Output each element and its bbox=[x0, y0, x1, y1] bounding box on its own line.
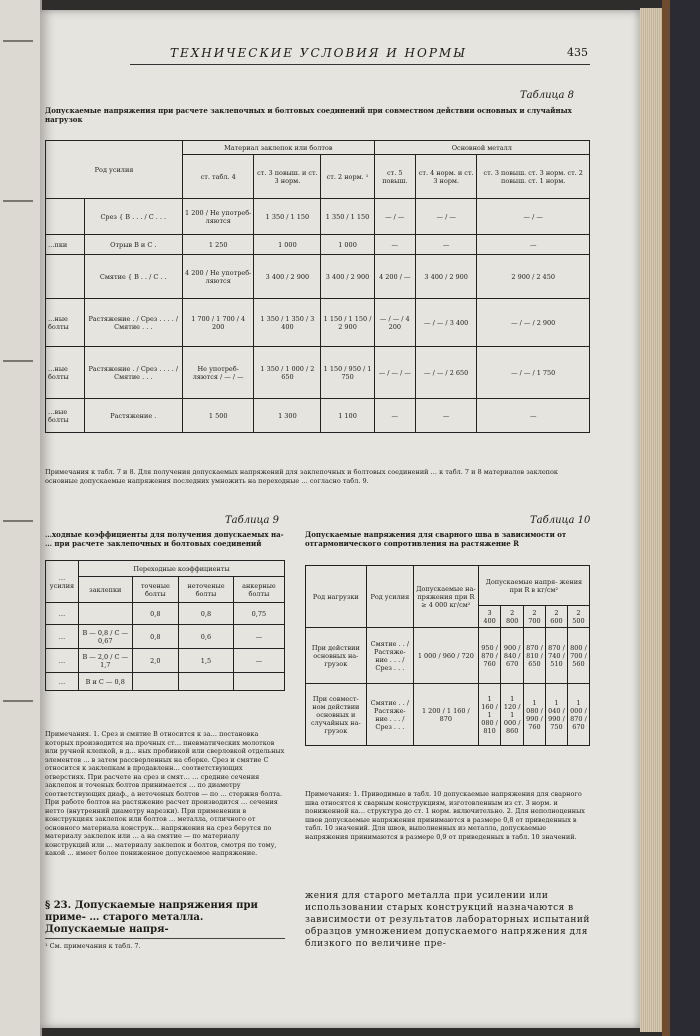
table9-col-header: заклепки bbox=[78, 577, 132, 603]
table9-notes: Примечания. 1. Срез и смятие B относится к за… постановка которых производится на прочных ст… пневматических молотков или ручной клепкой, в д… ных пробивкой или сверловкой отдельных элементов … в затем рассверленных на сборке. Срез и смятие C относится к заклепкам в продавленн… соответствующих отверстиях. При расчете на срез и смят… … средние сечения заклепок и точеных болтов принимается … по диаметру соответствующих диаф., а неточеных болтов — по … стержня болта. При работе болтов на растяжение расчет производится … сечения нетто (внутренний диаметру нарезки). При применении в конструкциях заклепок или болтов … металла, отличного от основного материала конструк… напряжения на срез берутся по материалу заклепок или … а на смятие — по материалу конструкций или … материалу заклепок и болтов, смотря по тому, какой … имеет более пониженное допускаемое напряжение. bbox=[45, 730, 285, 857]
table9-col-header: неточеные болты bbox=[179, 577, 234, 603]
table10-r-value: 2 600 bbox=[545, 606, 567, 628]
table8-col-header: ст. 4 норм. и ст. 3 норм. bbox=[415, 155, 476, 199]
running-header bbox=[130, 46, 590, 65]
running-title: ТЕХНИЧЕСКИЕ УСЛОВИЯ И НОРМЫ bbox=[170, 46, 468, 60]
table8-col-header: ст. 3 повыш. ст. 3 норм. ст. 2 повыш. ст. 1 норм. bbox=[477, 155, 590, 199]
table-row: Смятие { B . . / C . . 4 200 / Не употреб-ляются 3 400 / 2 900 3 400 / 2 900 4 200 / — 3 400 / 2 900 2 900 / 2 450 bbox=[46, 255, 590, 299]
table8-col-header: ст. 2 норм. ¹ bbox=[321, 155, 374, 199]
table8-col-header: ст. табл. 4 bbox=[183, 155, 254, 199]
table10-r-value: 2 700 bbox=[523, 606, 545, 628]
table-row: …ные болты Растяжение . / Срез . . . . / Смятие . . . 1 700 / 1 700 / 4 200 1 350 / 1 350 / 3 400 1 150 / 1 150 / 2 900 — / — / 4 200 — / — / 3 400 — / — / 2 900 bbox=[46, 299, 590, 347]
table9-heading: …ходные коэффициенты для получения допускаемых на- … при расчете заклепочных и болтовых соединений bbox=[45, 530, 284, 548]
table-row: …вые болты Растяжение . 1 500 1 300 1 100 — — — bbox=[46, 399, 590, 433]
table10 bbox=[305, 565, 590, 746]
table-row: При действии основных на- грузок Смятие . . / Растяже- ние . . . / Срез . . . 1 000 / 960 / 720 950 / 870 / 760 900 / 840 / 670 870 / 810 / 650 870 / 740 / 510 800 / 700 / 560 bbox=[306, 628, 590, 684]
table10-r-value: 3 400 bbox=[478, 606, 501, 628]
table8-group-rivets: Материал заклепок или болтов bbox=[183, 141, 375, 155]
body-paragraph: жения для старого металла при усилении или использовании старых конструкций назначаются в зависимости от результатов лабораторных испытаний образцов умножением допускаемого напряжения для близкого по величине пре- bbox=[305, 891, 590, 949]
page-block-edge bbox=[640, 8, 662, 1032]
table8-caption: Таблица 8 bbox=[520, 90, 575, 101]
table9-caption: Таблица 9 bbox=[225, 515, 280, 526]
table-row: …ные болты Растяжение . / Срез . . . . / Смятие . . . Не употреб-ляются / — / — 1 350 / 1 000 / 2 650 1 150 / 950 / 1 750 — / — / — — / — / 2 650 — / — / 1 750 bbox=[46, 347, 590, 399]
table8-col-header: ст. 3 повыш. и ст. 3 норм. bbox=[254, 155, 321, 199]
table8-col-header: ст. 5 повыш. bbox=[374, 155, 415, 199]
table10-header-base: Допускаемые на- пряжения при R ≥ 4 000 кг/см² bbox=[414, 566, 479, 628]
footnote-rule bbox=[45, 938, 285, 939]
table10-r-value: 2 500 bbox=[567, 606, 589, 628]
book-cover bbox=[662, 0, 700, 1036]
table9-group: Переходные коэффициенты bbox=[78, 561, 284, 577]
table8 bbox=[45, 140, 590, 433]
table-row: … B и C — 0,8 bbox=[46, 673, 285, 691]
table8-note: Примечания к табл. 7 и 8. Для получения допускаемых напряжений для заклепочных и болтовых соединений … к табл. 7 и 8 материалов заклепок основные допускаемые напряжения последних умножить на переходные … согласно табл. 9. bbox=[45, 468, 558, 485]
footnote: ¹ См. примечания к табл. 7. bbox=[45, 942, 141, 950]
table9-header-effort: …усилия bbox=[46, 561, 79, 603]
page-number: 435 bbox=[567, 46, 588, 59]
table8-group-base: Основной металл bbox=[374, 141, 589, 155]
table10-r-value: 2 800 bbox=[501, 606, 524, 628]
table-row: Срез { B . . . / C . . . 1 200 / Не употреб-ляются 1 350 / 1 150 1 350 / 1 150 — / — — / — — / — bbox=[46, 199, 590, 235]
table-row: … B — 0,8 / C — 0,67 0,8 0,6 — bbox=[46, 625, 285, 649]
table9-col-header: анкерные болты bbox=[233, 577, 284, 603]
table10-group: Допускаемые напря- жения при R в кг/см² bbox=[478, 566, 589, 606]
table10-header-effort: Род усилия bbox=[366, 566, 413, 628]
table10-header-load: Род нагрузки bbox=[306, 566, 367, 628]
table-row: При совмест- ном действии основных и случайных на- грузок Смятие . . / Растяже- ние . . . / Срез . . . 1 200 / 1 160 / 870 1 160 / 1 080 / 810 1 120 / 1 000 / 860 1 080 / 990 / 760 1 040 / 990 / 750 1 000 / 870 / 670 bbox=[306, 684, 590, 746]
table9-col-header: точеные болты bbox=[132, 577, 179, 603]
section-heading: § 23. Допускаемые напряжения при приме- … старого металла. Допускаемые напря- bbox=[45, 900, 258, 935]
table10-caption: Таблица 10 bbox=[530, 515, 591, 526]
table9 bbox=[45, 560, 285, 691]
table8-header-effort: Род усилия bbox=[46, 141, 183, 199]
table-row: …пки Отрыв B и C . 1 250 1 000 1 000 — — — bbox=[46, 235, 590, 255]
table-row: … 0,8 0,8 0,75 bbox=[46, 603, 285, 625]
table8-heading: Допускаемые напряжения при расчете заклепочных и болтовых соединений при совместном действии основных и случайных нагрузок bbox=[45, 106, 572, 124]
facing-page-edge bbox=[0, 0, 42, 1036]
table10-heading: Допускаемые напряжения для сварного шва в зависимости от отгармонического сопротивления на растяжение R bbox=[305, 530, 567, 548]
table-row: … B — 2,0 / C — 1,7 2,0 1,5 — bbox=[46, 649, 285, 673]
table10-notes: Примечания: 1. Приводимые в табл. 10 допускаемые напряжения для сварного шва относятся к сварным конструкциям, изготовленным из ст. 3 норм. и пониженной ка… структура до ст. 1 норм. включительно. 2. Для неполноценных швов допускаемые напряжения принимаются в размере 0,8 от приведенных в табл. 10 значений. Для швов, выполненных из металла, допускаемые напряжения принимаются в размере 0,9 от приведенных в табл. 10 значений. bbox=[305, 790, 585, 841]
